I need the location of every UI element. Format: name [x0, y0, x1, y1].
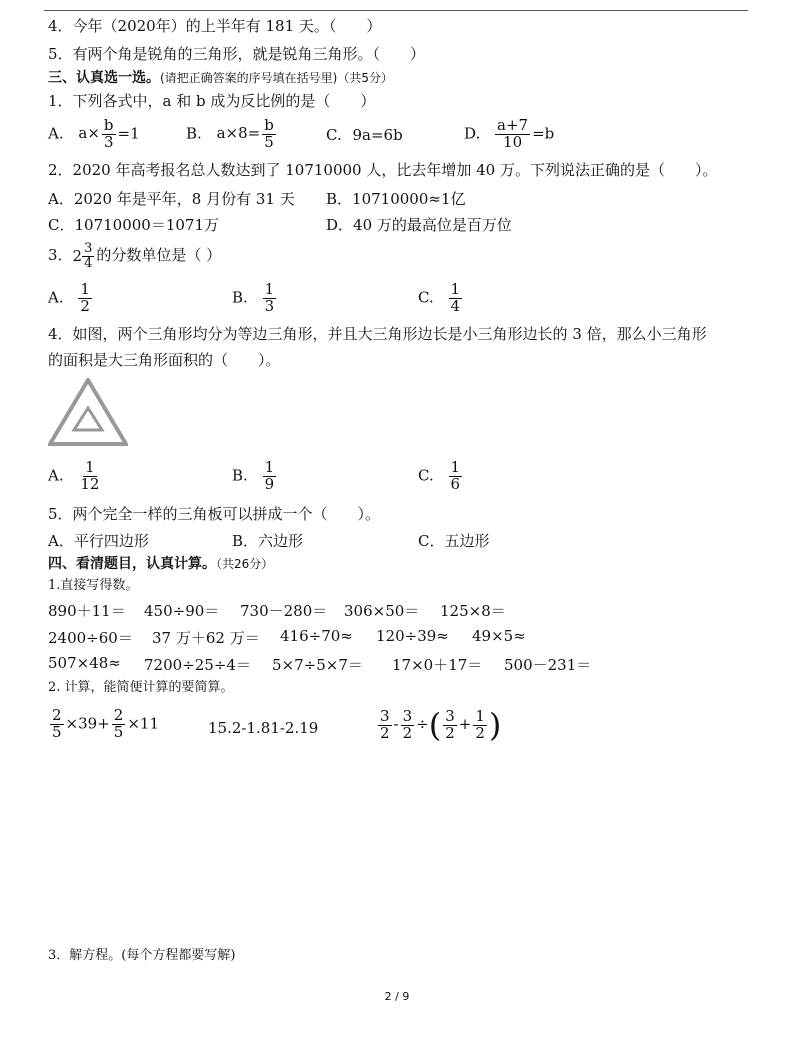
- choice-q1-option-c: C. 9a=6b: [326, 126, 403, 144]
- choice-q3-option-c: C. $\frac{1}{4}$: [418, 280, 461, 315]
- calc-part-1-title: 1.直接写得数。: [48, 578, 139, 593]
- math-item: 730－280＝: [240, 602, 328, 620]
- section-3-points: （共5分）: [337, 71, 394, 85]
- large-triangle: [50, 380, 126, 444]
- math-item: 125×8＝: [440, 602, 506, 620]
- judge-question-5: 5．有两个角是锐角的三角形，就是锐角三角形。（ ）: [48, 45, 426, 63]
- choice-q2-option-d: D．40 万的最高位是百万位: [326, 216, 512, 234]
- choice-q1-option-b: B. a×8= $\frac{b}{5}$: [186, 116, 274, 151]
- choice-q5-option-b: B．六边形: [232, 532, 304, 550]
- fraction: $\frac{b}{3}$: [103, 116, 114, 151]
- calc-part-3-title: 3．解方程。(每个方程都要写解): [48, 948, 236, 963]
- page-number: 2 / 9: [384, 990, 410, 1003]
- top-rule: [44, 10, 748, 11]
- fraction: $\frac{1}{2}$: [475, 706, 485, 742]
- calc-expression-2: 15.2-1.81-2.19: [208, 719, 319, 737]
- fraction: $\frac{2}{5}$: [52, 706, 62, 741]
- fraction: $\frac{3}{2}$: [380, 706, 390, 742]
- math-item: 890＋11＝: [48, 602, 126, 620]
- math-item: 120÷39≈: [376, 627, 449, 645]
- section-4-heading: [48, 554, 273, 574]
- fraction: $\frac{1}{12}$: [80, 458, 100, 493]
- calc-part-2-title: 2. 计算，能简便计算的要简算。: [48, 680, 234, 695]
- choice-q5-option-c: C．五边形: [418, 532, 490, 550]
- choice-q5-stem: 5．两个完全一样的三角板可以拼成一个（ ）。: [48, 505, 381, 523]
- mixed-number: 2 $\frac{3}{4}$: [72, 241, 93, 271]
- math-item: 500－231＝: [504, 656, 592, 674]
- math-item: 306×50＝: [344, 602, 420, 620]
- math-item: 37 万＋62 万＝: [152, 629, 260, 647]
- choice-q1-option-d: D. $\frac{a+7}{10}$ =b: [464, 116, 555, 151]
- fraction: $\frac{3}{2}$: [402, 706, 413, 742]
- choice-q3-option-a: A. $\frac{1}{2}$: [48, 280, 90, 315]
- choice-q2-stem: 2．2020 年高考报名总人数达到了 10710000 人，比去年增加 40 万。下列说法正确的是（ ）。: [48, 161, 718, 179]
- fraction: $\frac{1}{2}$: [80, 280, 90, 315]
- section-3-heading: [48, 68, 393, 88]
- choice-q4-stem-line1: 4．如图，两个三角形均分为等边三角形，并且大三角形边长是小三角形边长的 3 倍，那么小三角形: [48, 325, 707, 343]
- choice-q1-option-a: A. a× $\frac{b}{3}$ =1: [48, 116, 140, 151]
- choice-q1-stem: 1．下列各式中，a 和 b 成为反比例的是（ ）: [48, 92, 376, 110]
- section-4-title: 四、看清题目，认真计算。: [48, 556, 216, 572]
- choice-q3-option-b: B. $\frac{1}{3}$: [232, 280, 275, 315]
- fraction: $\frac{2}{5}$: [113, 706, 124, 741]
- fraction: $\frac{b}{5}$: [264, 116, 274, 151]
- choice-q5-option-a: A．平行四边形: [48, 532, 149, 550]
- fraction: $\frac{1}{9}$: [264, 458, 275, 493]
- nested-triangles-figure: [48, 378, 128, 446]
- fraction: $\frac{1}{6}$: [450, 458, 461, 493]
- math-item: 7200÷25÷4＝: [144, 656, 251, 674]
- judge-question-4: 4．今年（2020年）的上半年有 181 天。（ ）: [48, 17, 382, 35]
- fraction: $\frac{a+7}{10}$: [497, 116, 529, 151]
- calc-expression-1: $\frac{2}{5}$ ×39+ $\frac{2}{5}$ ×11: [52, 706, 159, 741]
- choice-q3-stem: 3． 2 $\frac{3}{4}$ 的分数单位是（ ）: [48, 241, 222, 271]
- choice-q4-option-b: B. $\frac{1}{9}$: [232, 458, 275, 493]
- choice-q2-option-b: B．10710000≈1亿: [326, 190, 466, 208]
- choice-q4-stem-line2: 的面积是大三角形面积的（ ）。: [48, 351, 281, 369]
- math-item: 507×48≈: [48, 654, 121, 672]
- choice-q4-option-c: C. $\frac{1}{6}$: [418, 458, 461, 493]
- fraction: $\frac{3}{2}$: [445, 706, 455, 742]
- choice-q2-option-a: A．2020 年是平年，8 月份有 31 天: [48, 190, 295, 208]
- math-item: 49×5≈: [472, 627, 526, 645]
- math-item: 450÷90＝: [144, 602, 220, 620]
- section-3-title: 三、认真选一选。: [48, 70, 160, 86]
- section-4-points: （共26分）: [216, 557, 274, 571]
- math-item: 2400÷60＝: [48, 629, 133, 647]
- math-item: 5×7÷5×7＝: [272, 656, 363, 674]
- math-item: 416÷70≈: [280, 627, 353, 645]
- section-3-note: (请把正确答案的序号填在括号里): [160, 71, 338, 85]
- fraction: $\frac{1}{3}$: [264, 280, 275, 315]
- small-triangle: [74, 408, 102, 430]
- choice-q2-option-c: C．10710000＝1071万: [48, 216, 219, 234]
- choice-q4-option-a: A. $\frac{1}{12}$: [48, 458, 100, 493]
- calc-expression-3: $\frac{3}{2}$ - $\frac{3}{2}$ ÷( $\frac{3}{2}$ + $\frac{1}{2}$ ): [380, 706, 502, 744]
- math-item: 17×0＋17＝: [392, 656, 483, 674]
- fraction: $\frac{1}{4}$: [450, 280, 461, 315]
